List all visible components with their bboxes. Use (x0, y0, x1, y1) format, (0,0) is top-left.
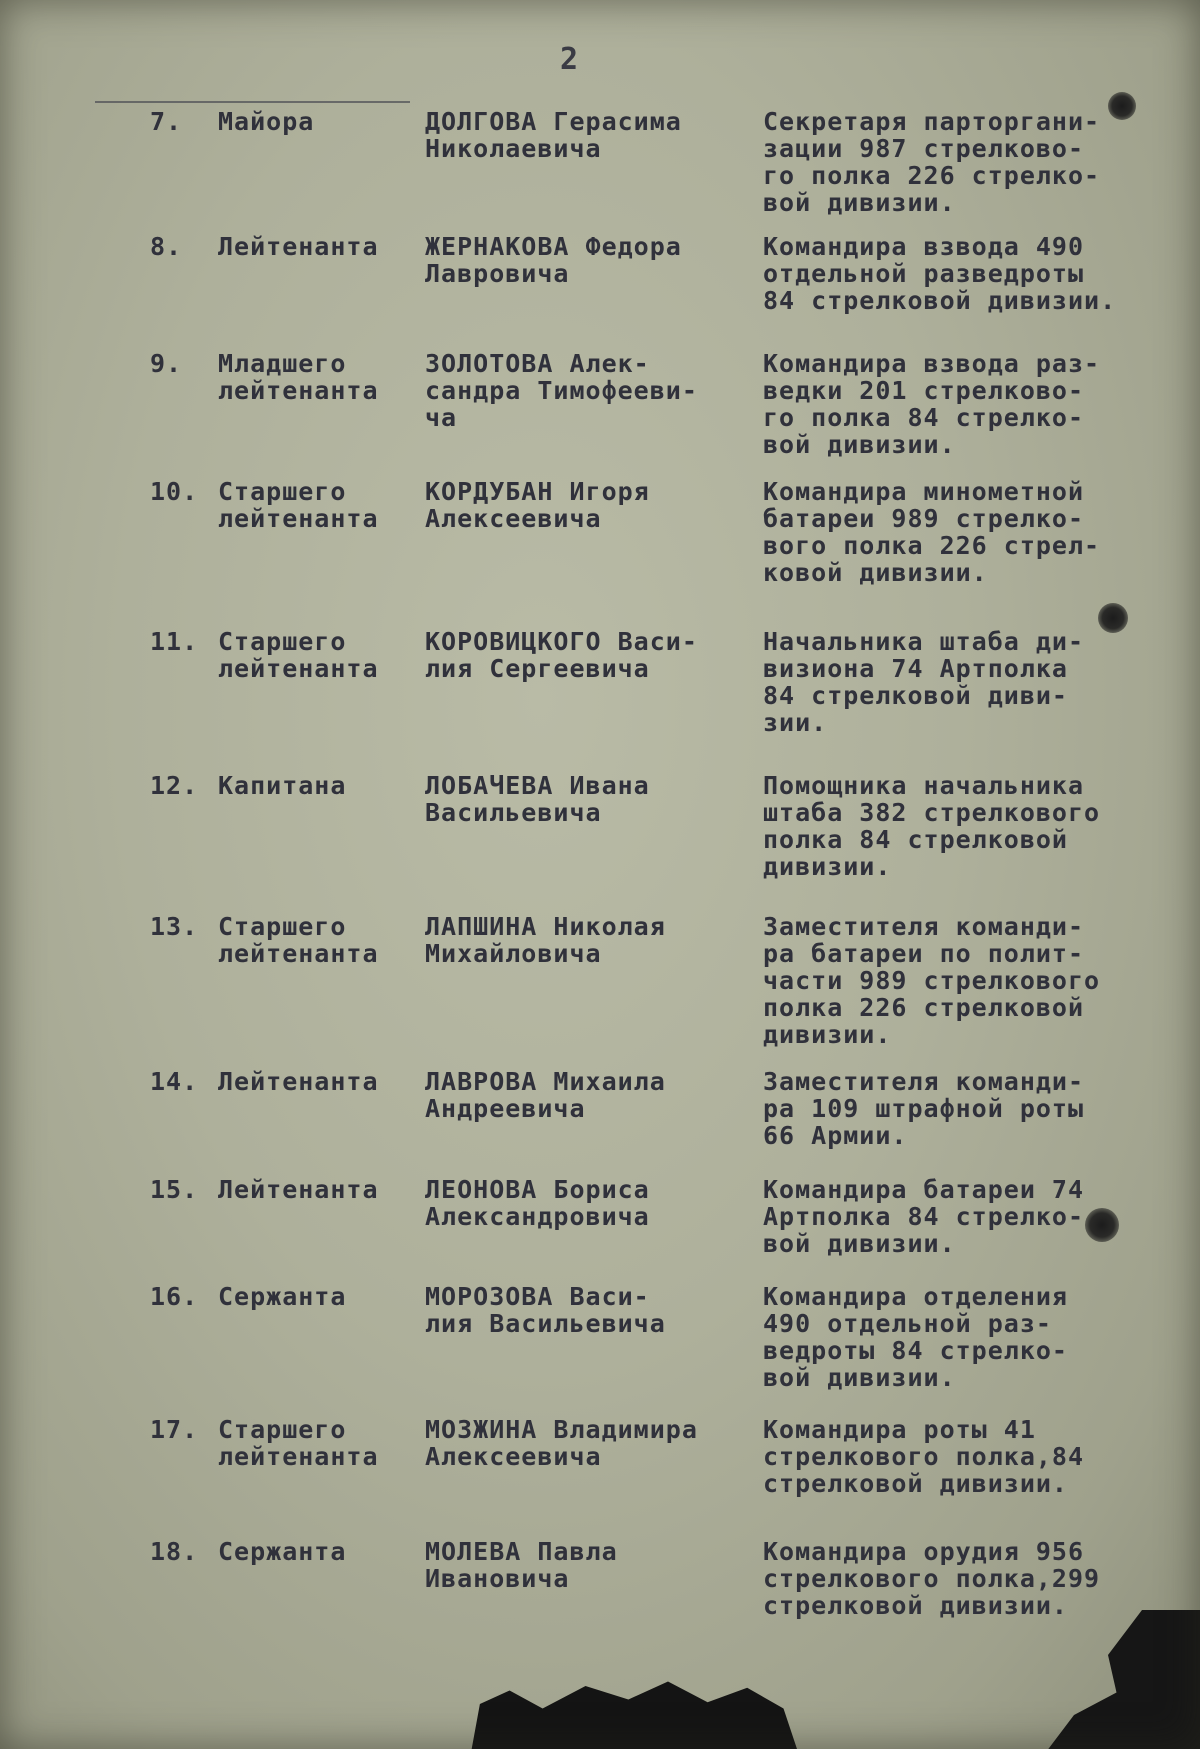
entry-name: ЛОБАЧЕВА Ивана Васильевича (425, 771, 650, 827)
entry-rank: Младшего лейтенанта (218, 349, 379, 405)
entry-number: 8. (150, 232, 183, 261)
entry-name: ЛАВРОВА Михаила Андреевича (425, 1067, 666, 1123)
entry-number: 17. (150, 1415, 199, 1444)
entry-name: МОРОЗОВА Васи- лия Васильевича (425, 1282, 666, 1338)
entry-number: 16. (150, 1282, 199, 1311)
entry-rank: Старшего лейтенанта (218, 627, 379, 683)
paper-damage-hole (1098, 603, 1128, 633)
entry-position: Заместителя команди- ра батареи по полит- части 989 стрелкового полка 226 стрелковой дивизии. (763, 912, 1101, 1049)
entry-position: Помощника начальника штаба 382 стрелкового полка 84 стрелковой дивизии. (763, 771, 1101, 881)
entry-name: МОЛЕВА Павла Ивановича (425, 1537, 618, 1593)
entry-position: Секретаря парторгани- зации 987 стрелково- го полка 226 стрелко- вой дивизии. (763, 107, 1101, 217)
entry-name: ЖЕРНАКОВА Федора Лавровича (425, 232, 682, 288)
entry-number: 18. (150, 1537, 199, 1566)
entry-position: Начальника штаба ди- визиона 74 Артполка 84 стрелковой диви- зии. (763, 627, 1085, 737)
entry-rank: Лейтенанта (218, 1175, 379, 1204)
entry-rank: Майора (218, 107, 315, 136)
entry-position: Заместителя команди- ра 109 штрафной роты 66 Армии. (763, 1067, 1085, 1150)
entry-rank: Старшего лейтенанта (218, 1415, 379, 1471)
entry-rank: Сержанта (218, 1537, 347, 1566)
entry-rank: Старшего лейтенанта (218, 912, 379, 968)
entry-position: Командира орудия 956 стрелкового полка,299 стрелковой дивизии. (763, 1537, 1101, 1620)
entry-position: Командира роты 41 стрелкового полка,84 стрелковой дивизии. (763, 1415, 1085, 1498)
entry-rank: Капитана (218, 771, 347, 800)
entry-name: ЛАПШИНА Николая Михайловича (425, 912, 666, 968)
entry-rank: Старшего лейтенанта (218, 477, 379, 533)
entry-position: Командира минометной батареи 989 стрелко- вого полка 226 стрел- ковой дивизии. (763, 477, 1101, 587)
paper-damage-hole (1085, 1208, 1119, 1242)
entry-name: МОЗЖИНА Владимира Алексеевича (425, 1415, 698, 1471)
entry-number: 7. (150, 107, 183, 136)
entry-rank: Сержанта (218, 1282, 347, 1311)
entry-name: ЗОЛОТОВА Алек- сандра Тимофееви- ча (425, 349, 698, 432)
entry-rank: Лейтенанта (218, 1067, 379, 1096)
entry-number: 12. (150, 771, 199, 800)
entry-name: КОРОВИЦКОГО Васи- лия Сергеевича (425, 627, 698, 683)
page-number: 2 (560, 42, 579, 77)
entry-number: 13. (150, 912, 199, 941)
entry-position: Командира взвода раз- ведки 201 стрелково- го полка 84 стрелко- вой дивизии. (763, 349, 1101, 459)
entry-position: Командира отделения 490 отдельной раз- ведроты 84 стрелко- вой дивизии. (763, 1282, 1068, 1392)
entry-number: 10. (150, 477, 199, 506)
entry-name: ЛЕОНОВА Бориса Александровича (425, 1175, 650, 1231)
paper-damage-hole (1108, 92, 1136, 120)
entry-rank: Лейтенанта (218, 232, 379, 261)
entry-number: 11. (150, 627, 199, 656)
entry-name: КОРДУБАН Игоря Алексеевича (425, 477, 650, 533)
entry-number: 15. (150, 1175, 199, 1204)
entry-number: 14. (150, 1067, 199, 1096)
entry-name: ДОЛГОВА Герасима Николаевича (425, 107, 682, 163)
entry-position: Командира батареи 74 Артполка 84 стрелко- вой дивизии. (763, 1175, 1085, 1258)
entry-position: Командира взвода 490 отдельной разведроты 84 стрелковой дивизии. (763, 232, 1117, 315)
entry-number: 9. (150, 349, 183, 378)
